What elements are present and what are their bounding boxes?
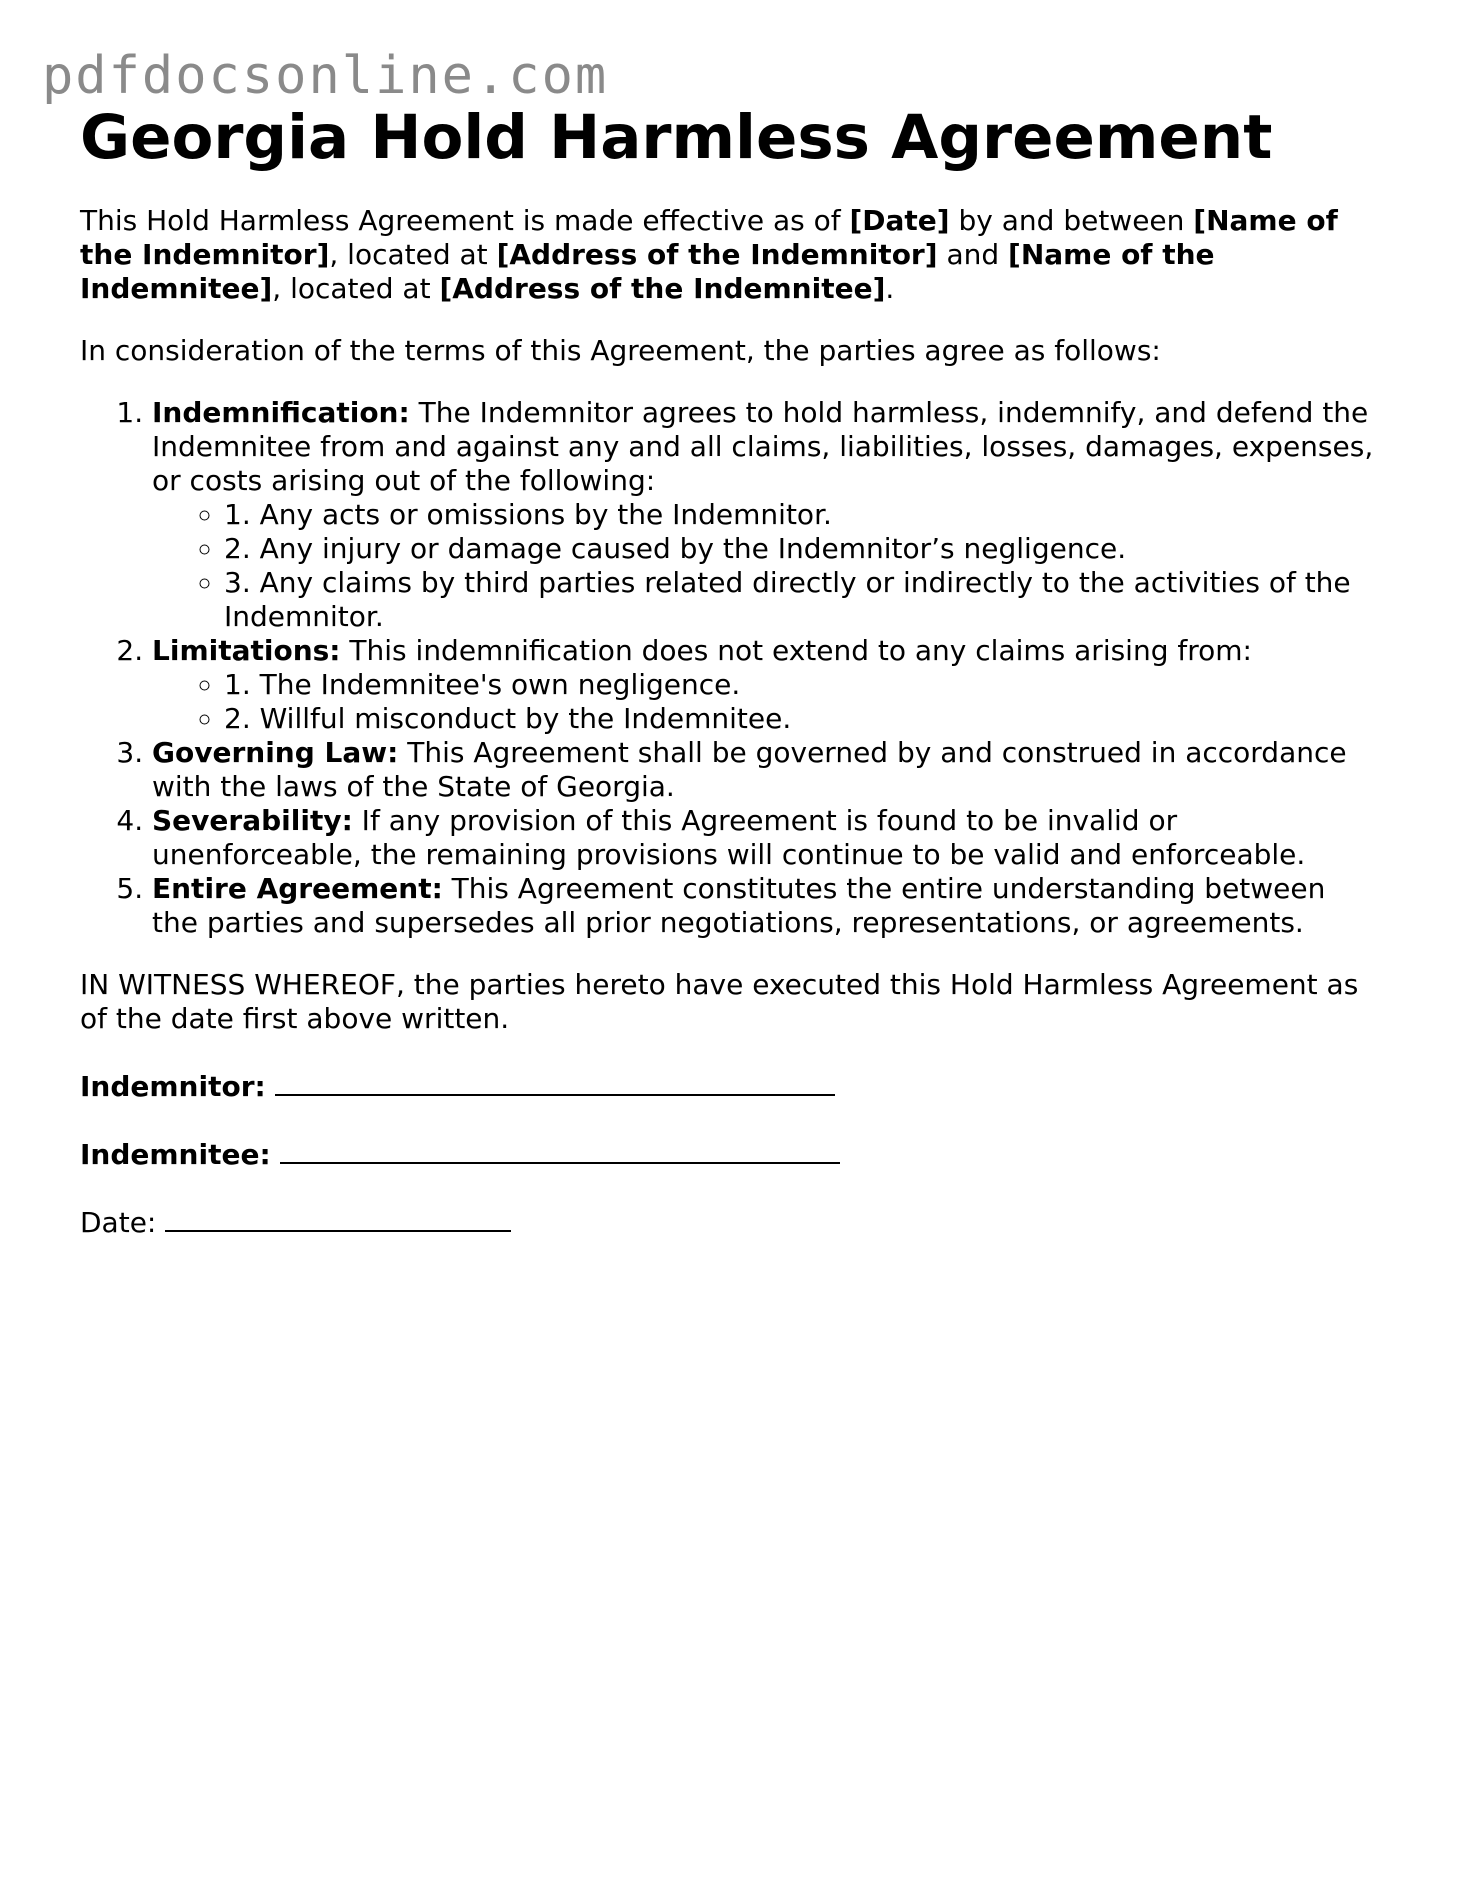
clause-text: This Agreement constitutes the entire understanding between the parties and supersedes all prior negotiations, representations, or agreements. [152, 872, 1326, 939]
clause-indemnification [152, 396, 1380, 634]
watermark: pdfdocsonline.com [42, 46, 609, 106]
document-title: Georgia Hold Harmless Agreement [80, 102, 1273, 173]
intro-text: This Hold Harmless Agreement is made effective as of [80, 204, 850, 237]
clause-text: The Indemnitor agrees to hold harmless, indemnify, and defend the Indemnitee from and against any and all claims, liabilities, losses, damages, expenses, or costs arising out of the following: [152, 396, 1374, 497]
sub-list [152, 498, 1380, 634]
sub-item: ◦ 2. Any injury or damage caused by the Indemnitor’s negligence. [224, 532, 1380, 566]
intro-text: and [937, 238, 1009, 271]
clause-text: This Agreement shall be governed by and construed in accordance with the laws of the State of Georgia. [152, 736, 1347, 803]
sub-item: ◦ 3. Any claims by third parties related directly or indirectly to the activities of the Indemnitor. [224, 566, 1380, 634]
consideration-paragraph: In consideration of the terms of this Agreement, the parties agree as follows: [80, 334, 1161, 367]
indemnitor-signature-line[interactable] [275, 1064, 835, 1096]
witness-paragraph: IN WITNESS WHEREOF, the parties hereto have executed this Hold Harmless Agreement as of the date first above written. [80, 968, 1359, 1035]
date-label: Date: [80, 1206, 157, 1239]
indemnitor-address-placeholder: [Address of the Indemnitor] [496, 238, 938, 271]
clause-heading: Entire Agreement: [152, 872, 443, 905]
date-placeholder: [Date] [849, 204, 950, 237]
indemnitor-name-placeholder: [Name of the Indemnitor] [80, 204, 1338, 271]
sub-item: ◦ 1. Any acts or omissions by the Indemnitor. [224, 498, 1380, 532]
clause-governing-law [152, 736, 1380, 804]
intro-text: , located at [272, 272, 440, 305]
date-signature-line[interactable] [165, 1200, 511, 1232]
indemnitee-signature-line[interactable] [280, 1132, 840, 1164]
document-body [80, 98, 1380, 1240]
clause-text: This indemnification does not extend to any claims arising from: [340, 634, 1252, 667]
sub-list [152, 668, 1380, 736]
clause-entire-agreement [152, 872, 1380, 940]
intro-paragraph [80, 204, 1380, 306]
intro-text: , located at [329, 238, 497, 271]
indemnitee-address-placeholder: [Address of the Indemnitee] [439, 272, 886, 305]
clause-heading: Severability: [152, 804, 353, 837]
indemnitor-signature-label: Indemnitor: [80, 1070, 266, 1103]
clause-heading: Indemnification: [152, 396, 410, 429]
intro-text: . [885, 272, 895, 305]
clause-heading: Limitations: [152, 634, 341, 667]
clause-limitations [152, 634, 1380, 736]
date-signature-row [80, 1200, 1380, 1240]
indemnitor-signature-row [80, 1064, 1380, 1104]
intro-text: by and between [949, 204, 1194, 237]
clause-severability [152, 804, 1380, 872]
sub-item: ◦ 1. The Indemnitee's own negligence. [224, 668, 1380, 702]
clause-list [80, 396, 1380, 940]
clause-text: If any provision of this Agreement is found to be invalid or unenforceable, the remaining provisions will continue to be valid and enforceable. [152, 804, 1306, 871]
indemnitee-name-placeholder: [Name of the Indemnitee] [80, 238, 1215, 305]
indemnitee-signature-row [80, 1132, 1380, 1172]
clause-heading: Governing Law: [152, 736, 399, 769]
indemnitee-signature-label: Indemnitee: [80, 1138, 271, 1171]
sub-item: ◦ 2. Willful misconduct by the Indemnitee. [224, 702, 1380, 736]
